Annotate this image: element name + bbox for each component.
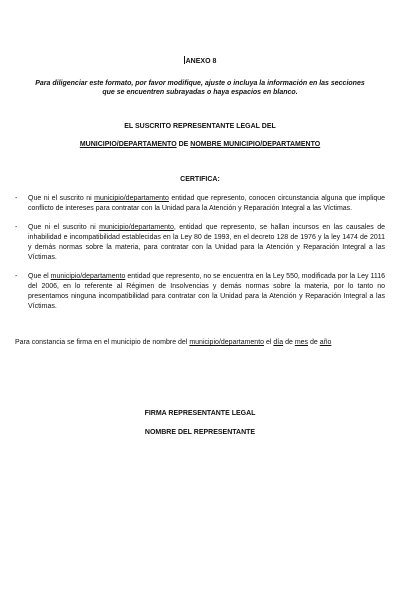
item-text-pre: Que ni el suscrito ni — [28, 195, 95, 202]
item-text-post: entidad que represento, no se encuentra en la Ley 550, modificada por la Ley 1116 del 2006, en lo referente al Régimen de Insolvencias y demás normas sobre la materia, por lo tanto no presentamos ninguna incompatibilidad para contratar con la Unidad para la Atención y Reparación Integral a las Víctimas. — [28, 273, 386, 310]
constancia-pre: Para constancia se firma en el municipio de nombre del — [15, 339, 190, 346]
list-item — [15, 272, 385, 312]
heading-municipio-part1: MUNICIPIO/DEPARTAMENTO — [79, 141, 177, 148]
text-cursor — [184, 56, 185, 64]
item-text-underlined: municipio/departamento — [94, 195, 169, 202]
heading-suscrito: EL SUSCRITO REPRESENTANTE LEGAL DEL — [124, 123, 276, 130]
item-text-post: entidad que represento, conocen circunstancia alguna que implique conflicto de intereses para contratar con la Unidad para la Atención y Reparación Integral a las Víctimas. — [28, 195, 385, 212]
signature-nombre: NOMBRE DEL REPRESENTANTE — [144, 429, 256, 436]
heading-municipio-part2: NOMBRE MUNICIPIO/DEPARTAMENTO — [190, 141, 321, 148]
constancia-paragraph — [15, 338, 385, 348]
item-text-underlined: municipio/departamento — [99, 224, 174, 231]
constancia-ano: año — [319, 339, 332, 346]
heading-municipio — [0, 140, 400, 149]
item-text-underlined: municipio/departamento — [50, 273, 126, 280]
annex-title-text: ANEXO 8 — [185, 58, 217, 65]
instructions-line-1: Para diligenciar este formato, por favor modifique, ajuste o incluya la información en las secciones — [35, 80, 365, 87]
item-text-pre: Que ni el suscrito ni — [28, 224, 100, 231]
annex-title — [0, 56, 400, 66]
certification-list — [15, 194, 385, 321]
item-text-post: , entidad que represento, se hallan incursos en las causales de inhabilidad e incompatibilidad establecidas en la Ley 80 de 1993, en el decreto 128 de 1976 y la ley 1474 de 2011 y demás normas sobre la materia, para contratar con la Unidad para la Atención y Reparación Integral a las Víctimas. — [28, 224, 385, 261]
constancia-municipio: municipio/departamento — [189, 339, 265, 346]
item-text-pre: Que el — [28, 273, 51, 280]
constancia-dia: día — [273, 339, 284, 346]
signature-firma: FIRMA REPRESENTANTE LEGAL — [144, 410, 256, 417]
constancia-t2: de — [283, 339, 295, 346]
constancia-t1: el — [264, 339, 274, 346]
list-dash: - — [15, 195, 18, 202]
list-dash: - — [15, 224, 18, 231]
heading-municipio-connector: DE — [176, 141, 191, 148]
constancia-mes: mes — [294, 339, 309, 346]
list-item — [15, 194, 385, 214]
instructions — [20, 79, 380, 97]
instructions-line-2: que se encuentren subrayadas o haya espacios en blanco. — [102, 89, 298, 96]
list-item — [15, 223, 385, 263]
certifica-heading: CERTIFICA: — [180, 176, 220, 183]
list-dash: - — [15, 273, 18, 280]
constancia-t3: de — [308, 339, 320, 346]
